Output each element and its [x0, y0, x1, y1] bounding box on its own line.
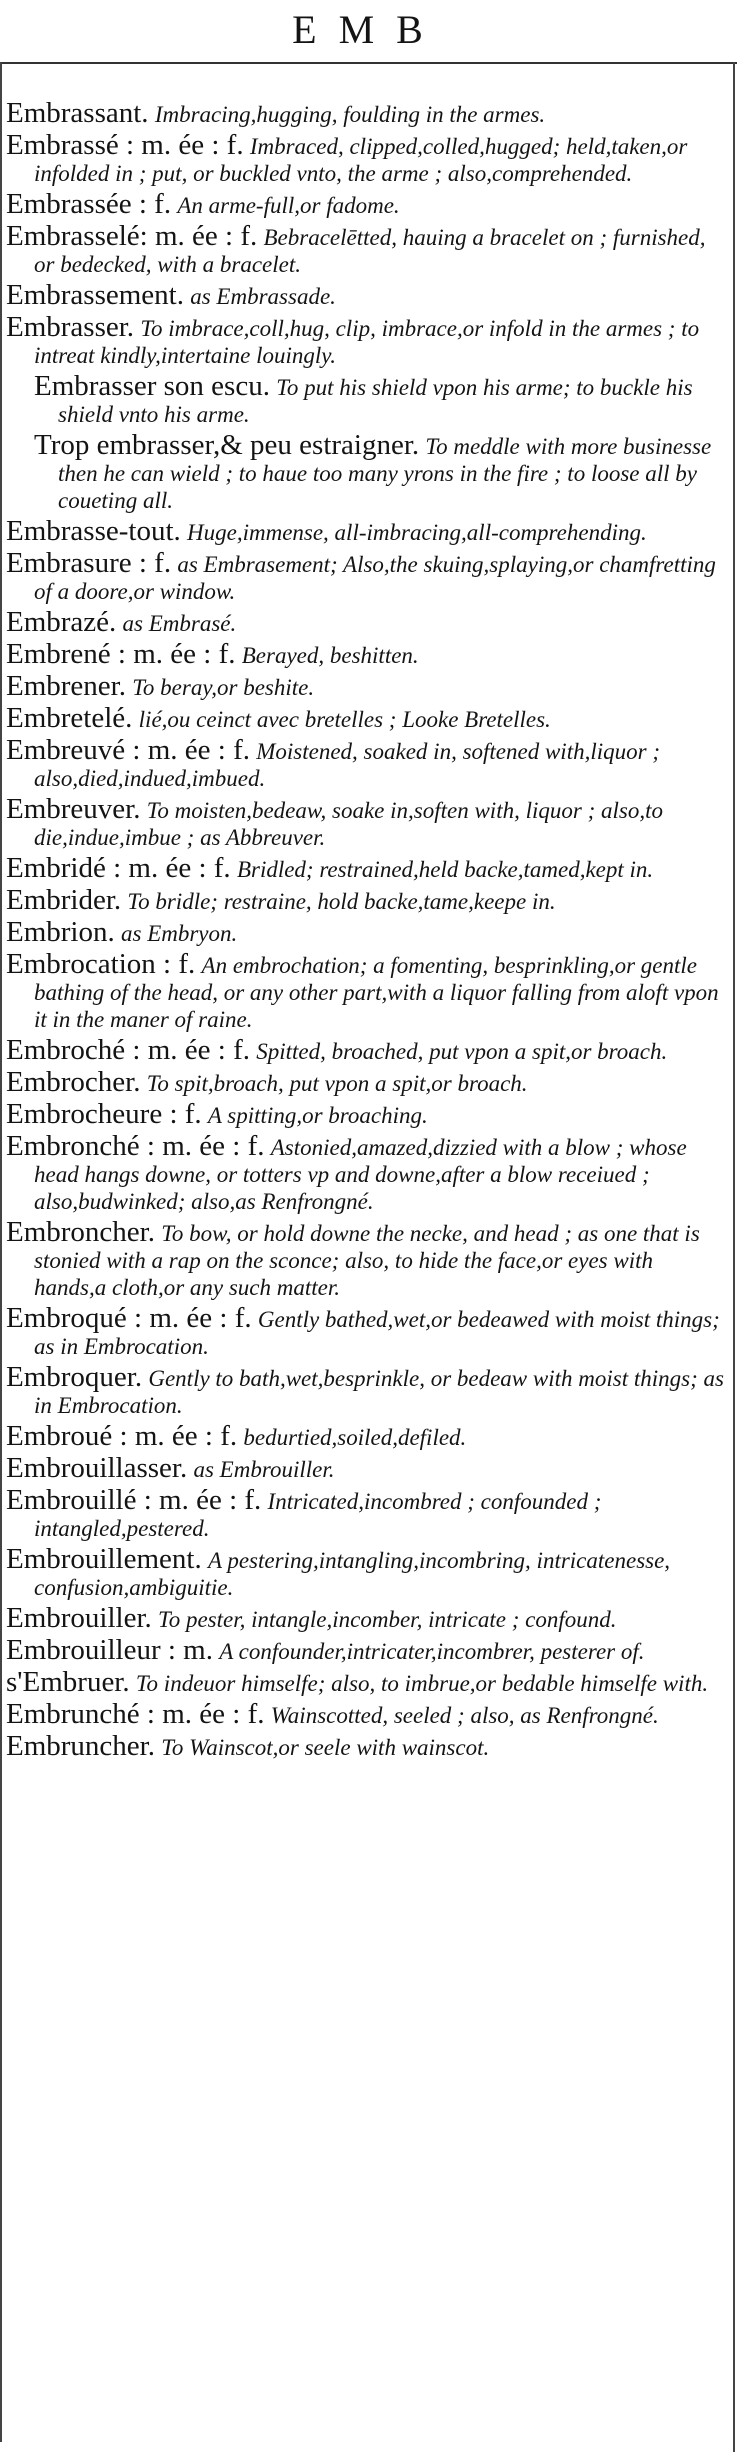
page-title: EMB — [292, 7, 445, 52]
dictionary-entry — [6, 1634, 728, 1666]
definition: Huge,immense, all-imbracing,all-comprehending. — [187, 520, 647, 545]
dictionary-entry — [6, 188, 728, 220]
dictionary-entry — [6, 1302, 728, 1360]
definition: A spitting,or broaching. — [207, 1103, 428, 1128]
dictionary-entry — [6, 220, 728, 278]
dictionary-subentry — [6, 370, 728, 428]
dictionary-entry — [6, 547, 728, 605]
headword: Embroncher. — [6, 1216, 155, 1248]
dictionary-entry — [6, 1452, 728, 1484]
headword: Embroquer. — [6, 1361, 143, 1393]
headword: s'Embruer. — [6, 1666, 130, 1698]
dictionary-entry — [6, 948, 728, 1033]
dictionary-entry — [6, 1602, 728, 1634]
dictionary-entry — [6, 1216, 728, 1301]
definition: as Embryon. — [121, 921, 238, 946]
definition: An embrochation; a fomenting, besprinkling,or gentle bathing of the head, or any other part,with a liquor falling from aloft vpon it in the maner of raine. — [34, 953, 719, 1032]
definition: An arme-full,or fadome. — [177, 193, 400, 218]
dictionary-entry — [6, 1130, 728, 1215]
definition: as Embrasé. — [122, 611, 237, 636]
definition: To beray,or beshite. — [132, 675, 315, 700]
dictionary-entry — [6, 1361, 728, 1419]
headword: Embroché : m. ée : f. — [6, 1034, 250, 1066]
headword: Embrassée : f. — [6, 188, 172, 220]
dictionary-subentry — [6, 429, 728, 514]
headword: Trop embrasser,& peu estraigner. — [34, 429, 420, 461]
definition: Moistened, soaked in, softened with,liquor ; also,died,indued,imbued. — [34, 739, 660, 791]
dictionary-column — [6, 97, 728, 1765]
top-rule — [0, 62, 737, 64]
headword: Embreuver. — [6, 793, 141, 825]
dictionary-entry — [6, 638, 728, 670]
headword: Embrené : m. ée : f. — [6, 638, 236, 670]
definition: To moisten,bedeaw, soake in,soften with, liquor ; also,to die,indue,imbue ; as Abbreuver. — [34, 798, 663, 850]
dictionary-entry — [6, 279, 728, 311]
headword: Embretelé. — [6, 702, 133, 734]
headword: Embroué : m. ée : f. — [6, 1420, 238, 1452]
headword: Embrion. — [6, 916, 115, 948]
headword: Embridé : m. ée : f. — [6, 852, 231, 884]
definition: as Embrouiller. — [193, 1457, 335, 1482]
headword: Embrouilleur : m. — [6, 1634, 213, 1666]
dictionary-entry — [6, 129, 728, 187]
definition: To put his shield vpon his arme; to buckle his shield vnto his arme. — [58, 375, 693, 427]
headword: Embrasser son escu. — [34, 370, 270, 402]
definition: To bridle; restraine, hold backe,tame,keepe in. — [127, 889, 556, 914]
definition: To imbrace,coll,hug, clip, imbrace,or infold in the armes ; to intreat kindly,intertaine louingly. — [34, 316, 700, 368]
headword: Embrazé. — [6, 606, 117, 638]
page-header — [0, 0, 737, 60]
dictionary-entry — [6, 884, 728, 916]
definition: Berayed, beshitten. — [241, 643, 419, 668]
definition: A pestering,intangling,incombring, intricatenesse, confusion,ambiguitie. — [34, 1548, 671, 1600]
dictionary-entry — [6, 1698, 728, 1730]
definition: To pester, intangle,incomber, intricate ; confound. — [158, 1607, 617, 1632]
dictionary-entry — [6, 1420, 728, 1452]
dictionary-entry — [6, 852, 728, 884]
right-rule — [733, 62, 735, 2452]
headword: Embrunché : m. ée : f. — [6, 1698, 265, 1730]
definition: Spitted, broached, put vpon a spit,or broach. — [256, 1039, 668, 1064]
headword: Embrassant. — [6, 97, 149, 129]
definition: Bebracelētted, hauing a bracelet on ; furnished, or bedecked, with a bracelet. — [34, 225, 706, 277]
definition: To Wainscot,or seele with wainscot. — [161, 1735, 490, 1760]
dictionary-entry — [6, 793, 728, 851]
dictionary-entry — [6, 1034, 728, 1066]
definition: Bridled; restrained,held backe,tamed,kept in. — [236, 857, 654, 882]
headword: Embrouiller. — [6, 1602, 152, 1634]
definition: Intricated,incombred ; confounded ; intangled,pestered. — [34, 1489, 602, 1541]
headword: Embrouillasser. — [6, 1452, 188, 1484]
headword: Embreuvé : m. ée : f. — [6, 734, 250, 766]
definition: as Embrassade. — [190, 284, 336, 309]
dictionary-entry — [6, 1666, 728, 1698]
headword: Embrocher. — [6, 1066, 141, 1098]
headword: Embrasure : f. — [6, 547, 172, 579]
definition: Astonied,amazed,dizzied with a blow ; whose head hangs downe, or totters vp and downe,after a blow receiued ; also,budwinked; also,as Renfrongné. — [34, 1135, 687, 1214]
headword: Embrasser. — [6, 311, 135, 343]
dictionary-entry — [6, 734, 728, 792]
dictionary-entry — [6, 1543, 728, 1601]
headword: Embronché : m. ée : f. — [6, 1130, 265, 1162]
dictionary-entry — [6, 515, 728, 547]
definition: To indeuor himselfe; also, to imbrue,or bedable himselfe with. — [135, 1671, 709, 1696]
headword: Embrassé : m. ée : f. — [6, 129, 244, 161]
definition: To bow, or hold downe the necke, and head ; as one that is stonied with a rap on the sconce; also, to hide the face,or eyes with hands,a cloth,or any such matter. — [34, 1221, 700, 1300]
definition: Wainscotted, seeled ; also, as Renfrongné. — [270, 1703, 659, 1728]
dictionary-entry — [6, 1730, 728, 1762]
definition: A confounder,intricater,incombrer, pesterer of. — [219, 1639, 645, 1664]
headword: Embrener. — [6, 670, 126, 702]
headword: Embrasselé: m. ée : f. — [6, 220, 258, 252]
headword: Embruncher. — [6, 1730, 155, 1762]
dictionary-entry — [6, 916, 728, 948]
dictionary-entry — [6, 1098, 728, 1130]
dictionary-entry — [6, 1066, 728, 1098]
definition: as Embrasement; Also,the skuing,splaying,or chamfretting of a doore,or window. — [34, 552, 716, 604]
headword: Embrasse-tout. — [6, 515, 181, 547]
definition: To spit,broach, put vpon a spit,or broach. — [146, 1071, 528, 1096]
dictionary-entry — [6, 311, 728, 369]
dictionary-entry — [6, 97, 728, 129]
headword: Embrocheure : f. — [6, 1098, 202, 1130]
definition: bedurtied,soiled,defiled. — [243, 1425, 467, 1450]
dictionary-entry — [6, 702, 728, 734]
headword: Embrouillé : m. ée : f. — [6, 1484, 262, 1516]
dictionary-entry — [6, 606, 728, 638]
headword: Embrouillement. — [6, 1543, 202, 1575]
dictionary-entry — [6, 1484, 728, 1542]
dictionary-entry — [6, 670, 728, 702]
headword: Embroqué : m. ée : f. — [6, 1302, 252, 1334]
definition: Imbraced, clipped,colled,hugged; held,taken,or infolded in ; put, or buckled vnto, the arme ; also,comprehended. — [34, 134, 688, 186]
left-rule — [0, 62, 2, 2442]
definition: lié,ou ceinct avec bretelles ; Looke Bretelles. — [138, 707, 551, 732]
definition: To meddle with more businesse then he can wield ; to haue too many yrons in the fire ; to loose all by coueting all. — [58, 434, 712, 513]
definition: Gently bathed,wet,or bedeawed with moist things; as in Embrocation. — [34, 1307, 720, 1359]
headword: Embrassement. — [6, 279, 184, 311]
headword: Embrocation : f. — [6, 948, 196, 980]
definition: Gently to bath,wet,besprinkle, or bedeaw with moist things; as in Embrocation. — [34, 1366, 724, 1418]
definition: Imbracing,hugging, foulding in the armes. — [154, 102, 546, 127]
headword: Embrider. — [6, 884, 122, 916]
